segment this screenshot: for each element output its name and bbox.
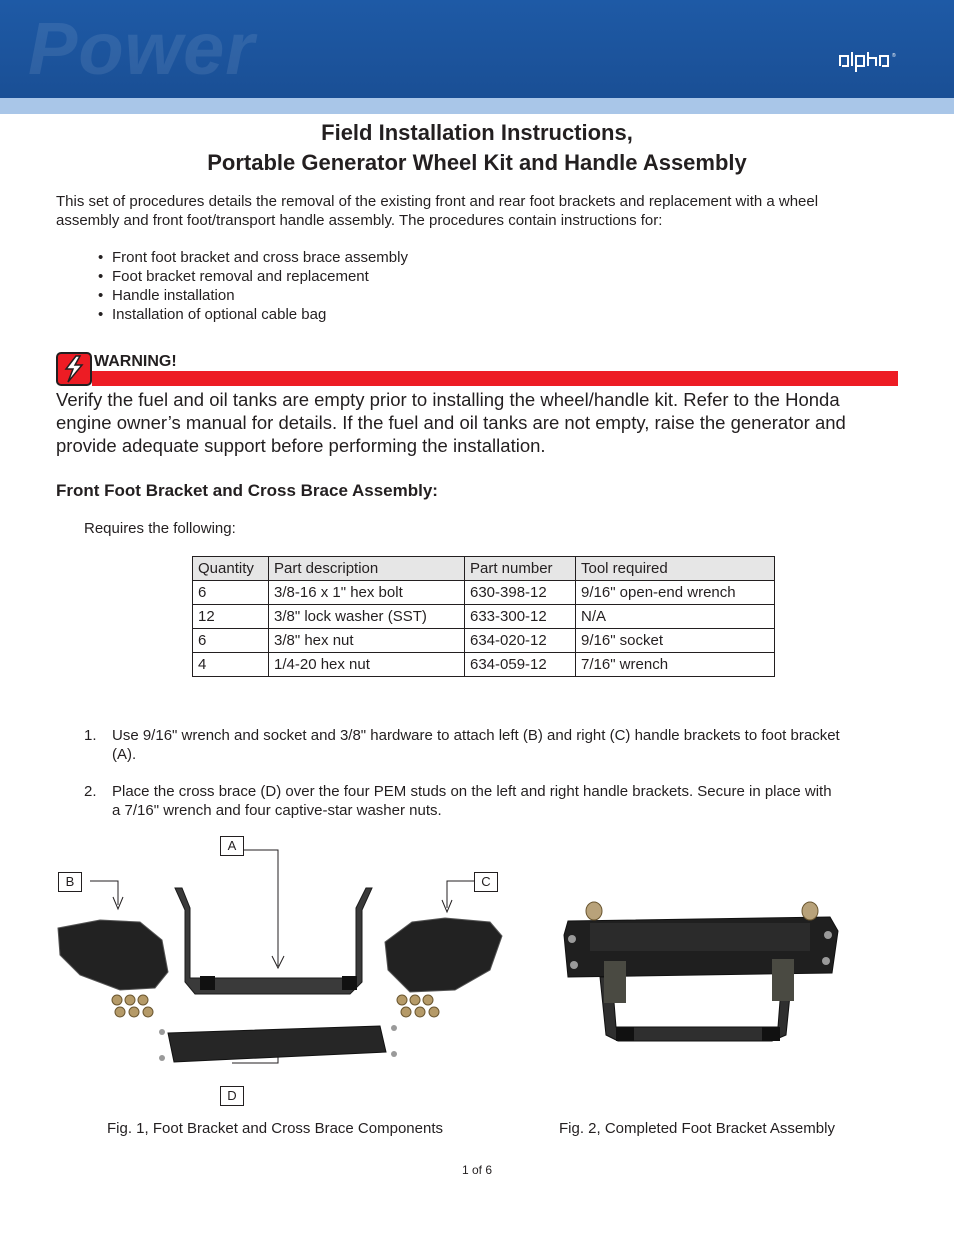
list-item: • Foot bracket removal and replacement [98,267,408,286]
step-1 [84,726,844,764]
list-item: • Front foot bracket and cross brace assembly [98,248,408,267]
column-header-quantity: Quantity [193,557,269,581]
table-row [193,629,775,653]
warning-bar [92,371,898,386]
table-header-row [193,557,775,581]
callout-c: C [474,872,498,892]
cell-description: 3/8-16 x 1" hex bolt [269,581,465,605]
figure-1-caption: Fig. 1, Foot Bracket and Cross Brace Components [107,1120,443,1137]
cell-quantity: 12 [193,605,269,629]
warning-shock-icon [56,352,92,386]
cell-tool: N/A [576,605,775,629]
parts-table [192,556,775,677]
procedure-list [98,248,408,324]
table-row [193,653,775,677]
callout-a: A [220,836,244,856]
cell-tool: 9/16" open-end wrench [576,581,775,605]
intro-paragraph: This set of procedures details the removal of the existing front and rear foot brackets and replacement with a wheel assembly and front foot/transport handle assembly. The procedures contain instructions for: [56,193,819,229]
step-text: Place the cross brace (D) over the four PEM studs on the left and right handle brackets. Secure in place with a 7/16" wrench and four captive-star washer nuts. [112,783,832,819]
page-title-line1: Field Installation Instructions, [321,120,633,145]
cell-quantity: 4 [193,653,269,677]
cell-part-number: 634-059-12 [465,653,576,677]
callout-b: B [58,872,82,892]
cell-quantity: 6 [193,581,269,605]
list-item: • Handle installation [98,286,408,305]
header-band [0,98,954,114]
column-header-description: Part description [269,557,465,581]
requires-label: Requires the following: [84,520,236,537]
page-number: 1 of 6 [461,1163,493,1177]
svg-text:®: ® [892,53,896,59]
warning-text: Verify the fuel and oil tanks are empty prior to installing the wheel/handle kit. Refer to the Honda engine owner’s manual for details. If the fuel and oil tanks are not empty, raise the generator and provide adequate support before performing the installation. [56,389,846,456]
figure-2-caption: Fig. 2, Completed Foot Bracket Assembly [559,1120,835,1137]
cell-quantity: 6 [193,629,269,653]
step-number: 1. [84,727,97,744]
page-header [0,0,954,98]
step-2 [84,782,844,820]
page-title-line2: Portable Generator Wheel Kit and Handle Assembly [207,150,747,175]
table-row [193,581,775,605]
alpha-logo-icon [838,48,902,74]
cell-description: 3/8" lock washer (SST) [269,605,465,629]
callout-d: D [220,1086,244,1106]
warning-label: WARNING! [94,353,177,370]
list-item: • Installation of optional cable bag [98,305,408,324]
table-row [193,605,775,629]
cell-tool: 9/16" socket [576,629,775,653]
cell-part-number: 633-300-12 [465,605,576,629]
step-number: 2. [84,783,97,800]
cell-description: 3/8" hex nut [269,629,465,653]
cell-part-number: 634-020-12 [465,629,576,653]
cell-part-number: 630-398-12 [465,581,576,605]
step-text: Use 9/16" wrench and socket and 3/8" hardware to attach left (B) and right (C) handle brackets to foot bracket (A). [112,727,840,763]
figure-2-assembly-image [560,895,845,1050]
figure-1-components-image [50,830,520,1110]
section-heading: Front Foot Bracket and Cross Brace Assembly: [56,481,438,500]
cell-description: 1/4-20 hex nut [269,653,465,677]
header-watermark: Power [28,7,256,90]
column-header-part-number: Part number [465,557,576,581]
column-header-tool: Tool required [576,557,775,581]
cell-tool: 7/16" wrench [576,653,775,677]
